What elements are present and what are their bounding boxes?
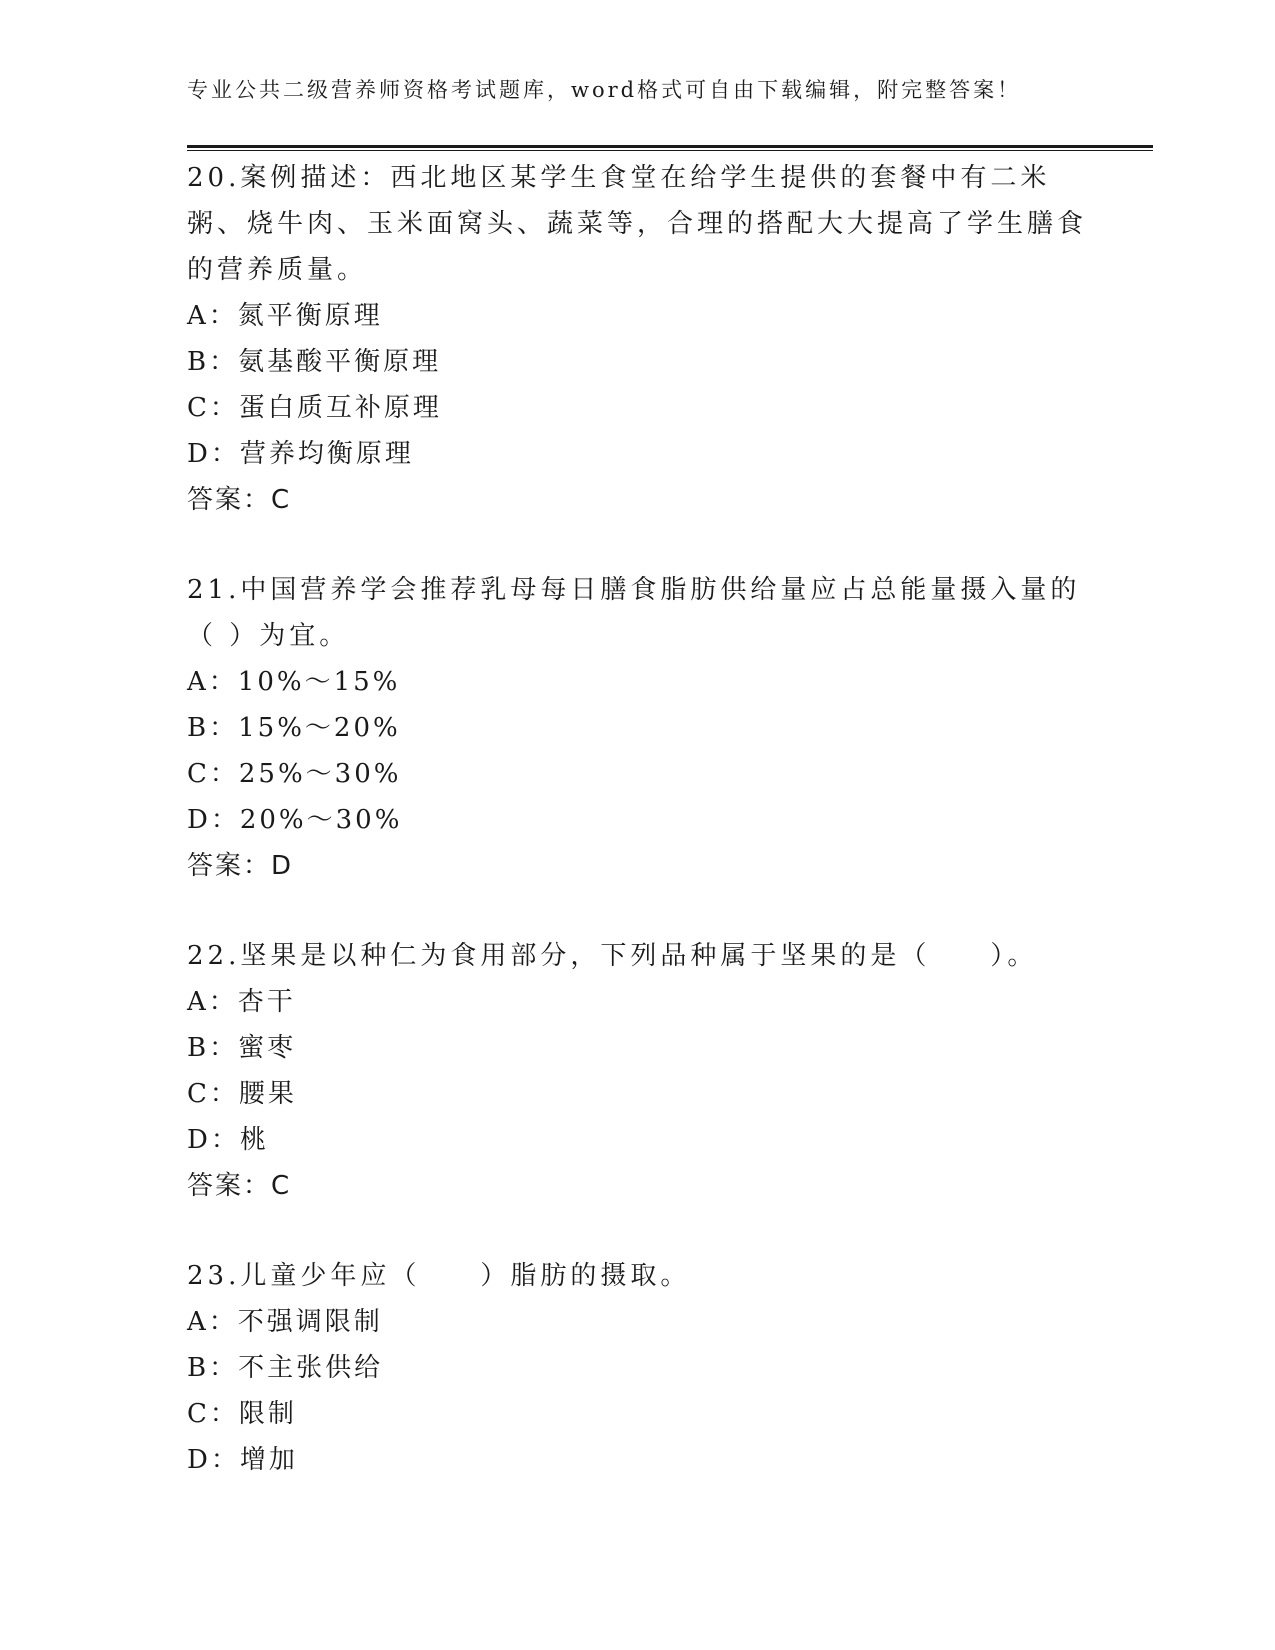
option-c: C：腰果 xyxy=(187,1079,297,1109)
answer-line: 答案：D xyxy=(187,851,294,881)
option-b: B：蜜枣 xyxy=(187,1033,297,1063)
option-d: D：桃 xyxy=(187,1125,269,1155)
option-a: A：氮平衡原理 xyxy=(187,301,383,331)
option-c: C：限制 xyxy=(187,1399,297,1429)
option-b: B：不主张供给 xyxy=(187,1353,384,1383)
question-stem: 22.坚果是以种仁为食用部分，下列品种属于坚果的是（ ）。 xyxy=(187,941,1038,971)
answer-line: 答案：C xyxy=(187,1171,292,1201)
question-21 xyxy=(187,567,1087,889)
option-b: B：氨基酸平衡原理 xyxy=(187,347,442,377)
question-23 xyxy=(187,1253,1087,1483)
question-stem: 20.案例描述：西北地区某学生食堂在给学生提供的套餐中有二米粥、烧牛肉、玉米面窝头、蔬菜等，合理的搭配大大提高了学生膳食的营养质量。 xyxy=(187,163,1088,285)
option-c: C：25%～30% xyxy=(187,759,402,789)
option-d: D：营养均衡原理 xyxy=(187,439,414,469)
question-stem: 23.儿童少年应（ ）脂肪的摄取。 xyxy=(187,1261,691,1291)
header-rule-thin xyxy=(187,150,1153,151)
option-d: D：20%～30% xyxy=(187,805,403,835)
header-rule-thick xyxy=(187,145,1153,148)
option-a: A：不强调限制 xyxy=(187,1307,383,1337)
question-list xyxy=(187,155,1087,1483)
option-b: B：15%～20% xyxy=(187,713,401,743)
header-note: 专业公共二级营养师资格考试题库，word格式可自由下载编辑，附完整答案！ xyxy=(187,78,1022,102)
question-22 xyxy=(187,933,1087,1209)
option-d: D：增加 xyxy=(187,1445,298,1475)
option-c: C：蛋白质互补原理 xyxy=(187,393,442,423)
question-stem: 21.中国营养学会推荐乳母每日膳食脂肪供给量应占总能量摄入量的（ ）为宜。 xyxy=(187,575,1081,651)
option-a: A：10%～15% xyxy=(187,667,401,697)
option-a: A：杏干 xyxy=(187,987,296,1017)
question-20 xyxy=(187,155,1087,523)
answer-line: 答案：C xyxy=(187,485,292,515)
